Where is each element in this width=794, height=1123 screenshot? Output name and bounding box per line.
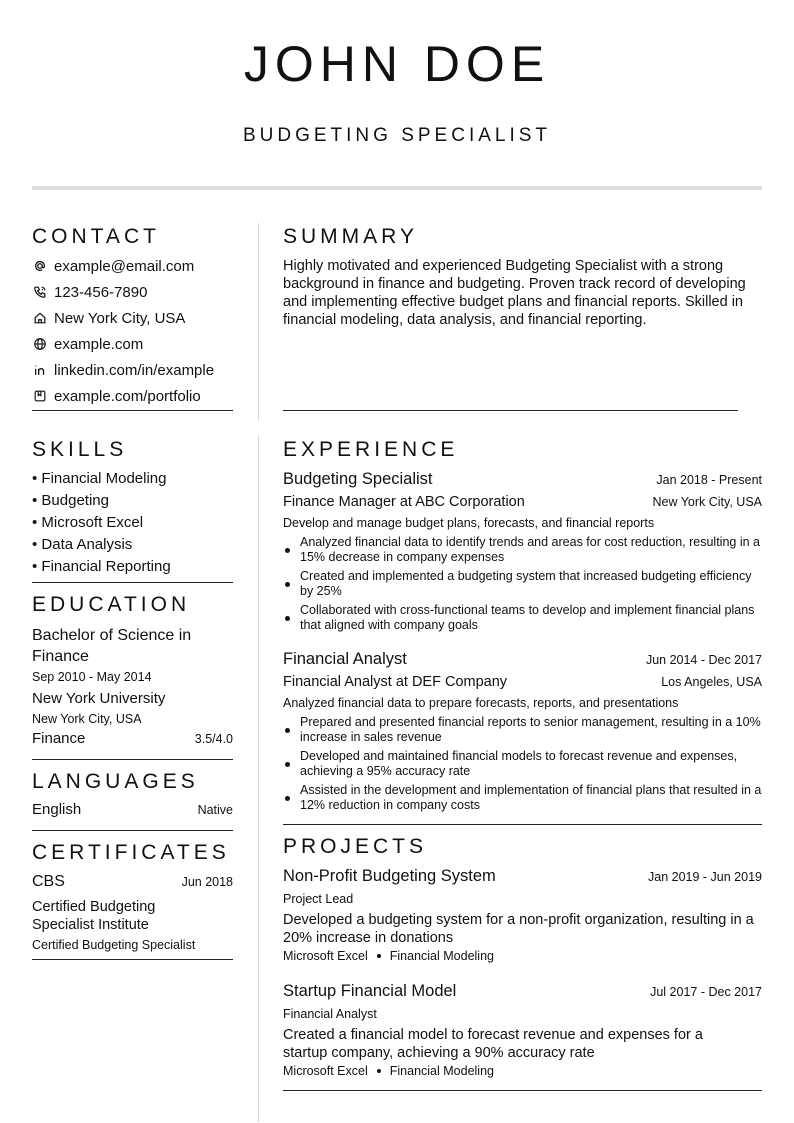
home-icon bbox=[32, 310, 48, 326]
column-divider-bottom bbox=[258, 436, 259, 1122]
contact-divider bbox=[32, 410, 233, 411]
job-company-row bbox=[283, 494, 762, 510]
summary-heading: SUMMARY bbox=[283, 225, 418, 248]
job-company: Finance Manager at ABC Corporation bbox=[283, 494, 525, 510]
contact-phone-text: 123-456-7890 bbox=[54, 283, 148, 301]
job-dates: Jun 2014 - Dec 2017 bbox=[645, 653, 762, 667]
education-field-row bbox=[32, 730, 233, 747]
project-name: Startup Financial Model bbox=[283, 982, 457, 1000]
education-field: Finance bbox=[32, 730, 86, 747]
project-description: Developed a budgeting system for a non-profit organization, resulting in a 20% increase in donations bbox=[283, 912, 754, 946]
contact-linkedin[interactable] bbox=[32, 360, 214, 380]
job-bullet: Collaborated with cross-functional teams to develop and implement financial plans that aligned with company goals bbox=[283, 603, 762, 633]
certificates-heading: CERTIFICATES bbox=[32, 841, 230, 864]
job-bullet: Developed and maintained financial models to forecast revenue and expenses, achieving a 95% accuracy rate bbox=[283, 749, 762, 779]
education-divider bbox=[32, 759, 233, 760]
skill-item: • Microsoft Excel bbox=[32, 514, 144, 531]
job-location: Los Angeles, USA bbox=[661, 675, 762, 689]
project-tag: Microsoft Excel bbox=[283, 949, 368, 963]
bullet-dot bbox=[285, 582, 290, 587]
job-company-row bbox=[283, 674, 762, 690]
skill-item: • Financial Reporting bbox=[32, 558, 171, 575]
certificate-date: Jun 2018 bbox=[181, 875, 233, 889]
languages-divider bbox=[32, 830, 233, 831]
language-level: Native bbox=[197, 803, 233, 817]
job-header bbox=[283, 470, 762, 489]
skill-item: • Budgeting bbox=[32, 492, 109, 509]
project-tag: Financial Modeling bbox=[389, 1064, 494, 1078]
certificate-name: CBS bbox=[32, 873, 65, 890]
bullet-dot bbox=[285, 796, 290, 801]
skill-item: • Data Analysis bbox=[32, 536, 133, 553]
contact-heading: CONTACT bbox=[32, 225, 160, 248]
job-bullet: Analyzed financial data to identify trends and areas for cost reduction, resulting in a 15% decrease in company expenses bbox=[283, 535, 762, 565]
education-school: New York University bbox=[32, 690, 166, 707]
projects-heading: PROJECTS bbox=[283, 835, 428, 858]
header-divider bbox=[32, 186, 762, 190]
job-header bbox=[283, 650, 762, 669]
language-row bbox=[32, 801, 233, 818]
languages-heading: LANGUAGES bbox=[32, 770, 199, 793]
skills-divider bbox=[32, 582, 233, 583]
language-name: English bbox=[32, 801, 82, 818]
tag-separator bbox=[377, 954, 381, 958]
project-header bbox=[283, 867, 762, 886]
skill-item: • Financial Modeling bbox=[32, 470, 167, 487]
resume-name: JOHN DOE bbox=[243, 36, 551, 92]
education-dates: Sep 2010 - May 2014 bbox=[32, 670, 152, 684]
summary-divider bbox=[283, 410, 738, 411]
column-divider-top bbox=[258, 223, 259, 420]
contact-location bbox=[32, 308, 185, 328]
job-bullet: Prepared and presented financial reports to senior management, resulting in a 10% increase in sales revenue bbox=[283, 715, 762, 745]
bullet-dot bbox=[285, 728, 290, 733]
portfolio-icon bbox=[32, 388, 48, 404]
contact-portfolio-text: example.com/portfolio bbox=[54, 387, 201, 405]
job-title: Financial Analyst bbox=[283, 650, 407, 668]
project-role: Financial Analyst bbox=[283, 1007, 377, 1021]
contact-phone[interactable] bbox=[32, 282, 147, 302]
job-company: Financial Analyst at DEF Company bbox=[283, 674, 508, 690]
projects-divider bbox=[283, 1090, 762, 1091]
globe-icon bbox=[32, 336, 48, 352]
experience-divider bbox=[283, 824, 762, 825]
job-description: Analyzed financial data to prepare forecasts, reports, and presentations bbox=[283, 696, 679, 710]
contact-email-text: example@email.com bbox=[54, 257, 195, 275]
project-name: Non-Profit Budgeting System bbox=[283, 867, 496, 885]
project-description: Created a financial model to forecast revenue and expenses for a startup company, achieving a 90% accuracy rate bbox=[283, 1027, 703, 1061]
project-header bbox=[283, 982, 762, 1001]
education-degree: Bachelor of Science in Finance bbox=[32, 627, 192, 665]
bullet-dot bbox=[285, 762, 290, 767]
contact-portfolio[interactable] bbox=[32, 386, 201, 406]
job-dates: Jan 2018 - Present bbox=[656, 473, 762, 487]
certificate-description: Certified Budgeting Specialist bbox=[32, 938, 196, 952]
summary-text: Highly motivated and experienced Budgeting Specialist with a strong background in finance and budgeting. Proven track record of developing and implementing effective budget plans and financial reports. Skilled in financial modeling, data analysis, and financial reporting. bbox=[283, 258, 746, 328]
project-dates: Jul 2017 - Dec 2017 bbox=[650, 985, 762, 999]
job-bullet: Assisted in the development and implementation of financial plans that resulted in a 12% reduction in company costs bbox=[283, 783, 762, 813]
bullet-dot bbox=[285, 616, 290, 621]
job-location: New York City, USA bbox=[652, 495, 762, 509]
certificates-divider bbox=[32, 959, 233, 960]
linkedin-icon bbox=[32, 362, 48, 378]
contact-location-text: New York City, USA bbox=[54, 309, 186, 327]
project-tag: Financial Modeling bbox=[389, 949, 494, 963]
at-icon bbox=[32, 258, 48, 274]
project-role: Project Lead bbox=[283, 892, 354, 906]
resume-title: BUDGETING SPECIALIST bbox=[242, 125, 552, 146]
contact-website-text: example.com bbox=[54, 335, 144, 353]
tag-separator bbox=[377, 1069, 381, 1073]
project-tags bbox=[283, 949, 494, 963]
certificate-issuer: Certified Budgeting Specialist Institute bbox=[32, 899, 156, 933]
contact-linkedin-text: linkedin.com/in/example bbox=[54, 361, 215, 379]
job-bullet: Created and implemented a budgeting system that increased budgeting efficiency by 25% bbox=[283, 569, 762, 599]
phone-icon bbox=[32, 284, 48, 300]
skills-heading: SKILLS bbox=[32, 438, 128, 461]
certificate-row bbox=[32, 873, 233, 891]
education-heading: EDUCATION bbox=[32, 593, 191, 616]
contact-email[interactable] bbox=[32, 256, 194, 276]
job-title: Budgeting Specialist bbox=[283, 470, 433, 488]
education-location: New York City, USA bbox=[32, 712, 142, 726]
project-tag: Microsoft Excel bbox=[283, 1064, 368, 1078]
bullet-dot bbox=[285, 548, 290, 553]
job-description: Develop and manage budget plans, forecasts, and financial reports bbox=[283, 516, 655, 530]
contact-website[interactable] bbox=[32, 334, 143, 354]
project-dates: Jan 2019 - Jun 2019 bbox=[648, 870, 762, 884]
project-tags bbox=[283, 1064, 494, 1078]
education-gpa: 3.5/4.0 bbox=[194, 732, 233, 746]
experience-heading: EXPERIENCE bbox=[283, 438, 459, 461]
